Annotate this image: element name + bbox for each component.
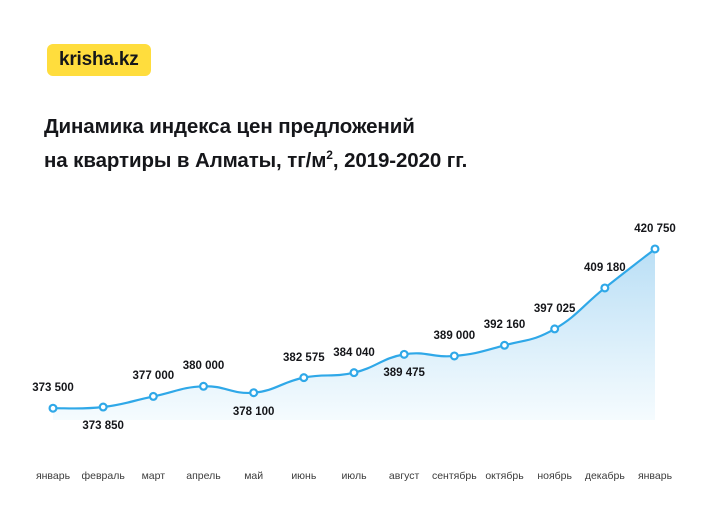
chart-plot: [0, 196, 705, 486]
title-line-2-before: на квартиры в Алматы, тг/м: [44, 148, 327, 172]
chart-point: [150, 393, 157, 400]
x-axis-label: сентябрь: [431, 470, 477, 482]
chart-point: [250, 389, 257, 396]
x-axis-label: октябрь: [485, 470, 524, 482]
price-index-area-chart: [0, 196, 705, 486]
value-label: 389 475: [383, 367, 425, 380]
x-axis-label: май: [244, 470, 264, 482]
chart-point: [451, 353, 458, 360]
x-axis-label: январь: [637, 470, 673, 482]
value-label: 392 160: [483, 319, 526, 332]
value-label: 420 750: [634, 222, 676, 235]
chart-point: [100, 404, 107, 411]
chart-point: [501, 342, 508, 349]
title-line-2: [44, 144, 664, 178]
x-axis-label: июль: [341, 470, 367, 482]
title-superscript: 2: [326, 147, 333, 162]
chart-point: [601, 285, 608, 292]
krisha-logo[interactable]: [47, 44, 151, 76]
chart-area-fill: [53, 249, 655, 420]
value-label: 378 100: [232, 405, 275, 418]
value-label: 389 000: [433, 329, 476, 342]
x-axis-label: январь: [35, 470, 71, 482]
chart-point: [652, 246, 659, 253]
title-line-1: Динамика индекса цен предложений: [44, 115, 415, 138]
value-label: 373 850: [82, 420, 124, 433]
value-label: 382 575: [283, 351, 325, 364]
page-title: [44, 110, 664, 178]
chart-point: [50, 405, 57, 412]
x-axis-label: август: [388, 470, 420, 482]
value-label: 384 040: [333, 346, 375, 359]
x-axis-label: июнь: [291, 470, 317, 482]
logo-text: krisha.kz: [59, 49, 139, 70]
value-label: 409 180: [584, 261, 626, 274]
x-axis-label: апрель: [186, 470, 221, 482]
chart-point: [551, 326, 558, 333]
footer-spacer: [0, 503, 705, 523]
x-axis-label: февраль: [81, 470, 125, 482]
x-axis-labels: [0, 466, 705, 496]
value-label: 377 000: [132, 370, 175, 383]
chart-point: [401, 351, 408, 358]
chart-point: [200, 383, 207, 390]
value-label: 373 500: [32, 382, 74, 395]
x-axis-label: декабрь: [584, 470, 625, 482]
x-axis-label: ноябрь: [537, 470, 572, 482]
chart-point: [300, 374, 307, 381]
title-line-2-after: , 2019-2020 гг.: [332, 148, 468, 172]
x-axis-label: март: [141, 470, 166, 482]
value-label: 380 000: [182, 360, 225, 373]
value-label: 397 025: [533, 302, 576, 315]
chart-point: [351, 369, 358, 376]
